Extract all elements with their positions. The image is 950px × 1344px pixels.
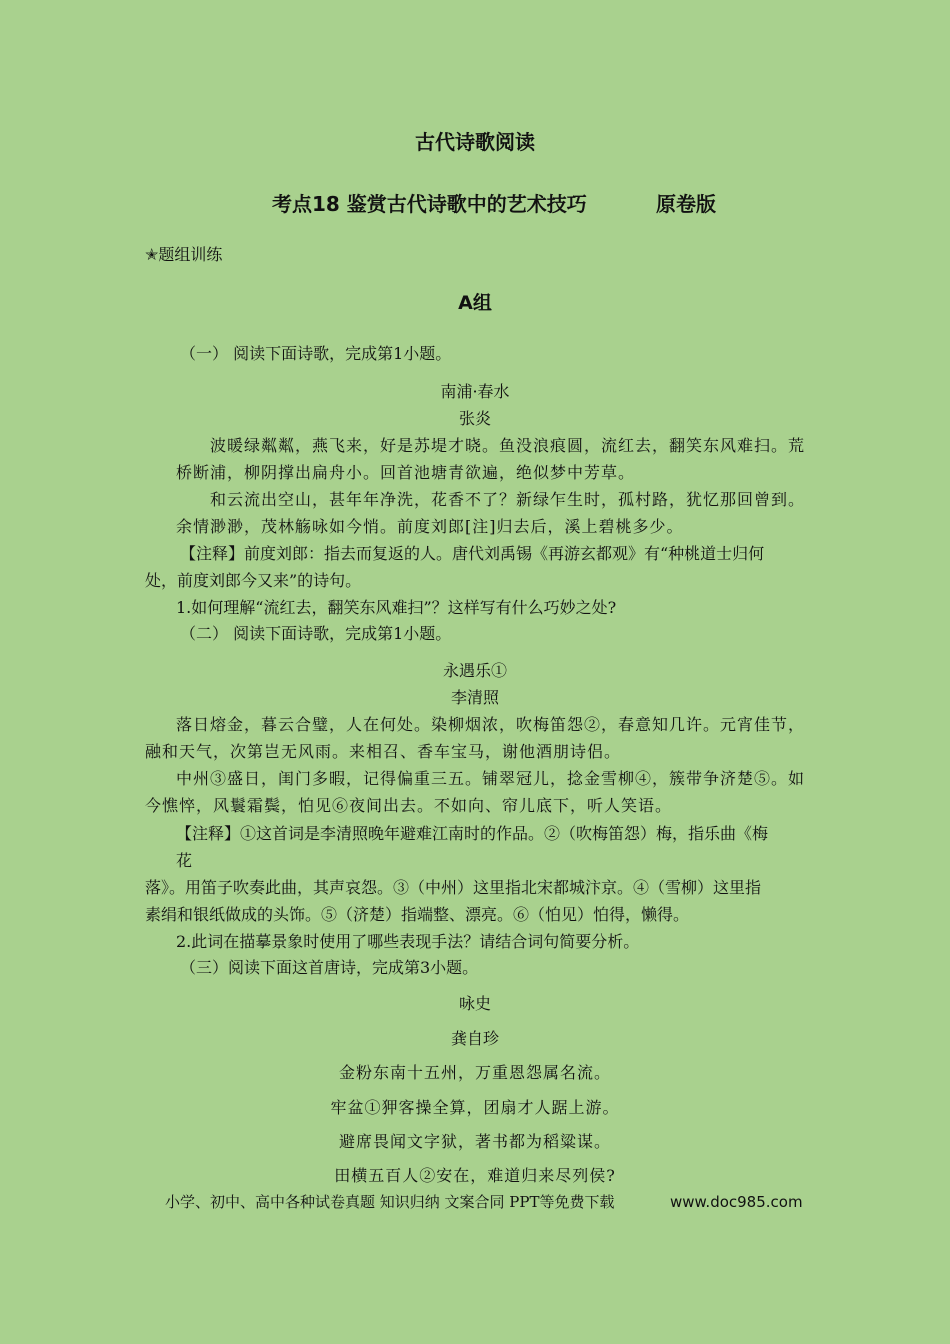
poem-line: 落日熔金，暮云合璧，人在何处。染柳烟浓，吹梅笛怨②，春意知几许。元宵佳节，: [176, 715, 806, 734]
section1-instruction: （一） 阅读下面诗歌，完成第1小题。: [180, 344, 452, 363]
page-title: 古代诗歌阅读: [415, 130, 535, 154]
section2-author: 李清照: [450, 688, 499, 707]
section3-instruction: （三）阅读下面这首唐诗，完成第3小题。: [180, 958, 479, 977]
poem-line: 波暖绿粼粼，燕飞来，好是苏堤才晓。鱼没浪痕圆，流红去，翻笑东风难扫。荒: [210, 436, 806, 455]
edition-label: 原卷版: [656, 192, 716, 216]
section1-question: 1.如何理解“流红去，翻笑东风难扫”？这样写有什么巧妙之处?: [176, 598, 617, 617]
poem-line: 余情渺渺，茂林觞咏如今悄。前度刘郎[注]归去后，溪上碧桃多少。: [176, 517, 684, 536]
section2-note: 落》。用笛子吹奏此曲，其声哀怨。③（中州）这里指北宋都城汴京。④（雪柳）这里指: [145, 878, 762, 897]
section3-author: 龚自珍: [450, 1029, 499, 1048]
footer-text: 小学、初中、高中各种试卷真题 知识归纳 文案合同 PPT等免费下载: [165, 1193, 615, 1211]
section1-poem-title: 南浦·春水: [440, 382, 510, 401]
poem-line: 桥断浦，柳阴撑出扁舟小。回首池塘青欲遍，绝似梦中芳草。: [176, 463, 636, 482]
section2-question: 2.此词在描摹景象时使用了哪些表现手法？请结合词句简要分析。: [176, 932, 640, 951]
footer-url[interactable]: www.doc985.com: [670, 1193, 803, 1211]
page-subtitle: 考点18 鉴赏古代诗歌中的艺术技巧: [272, 192, 587, 216]
poem-line: 避席畏闻文字狱，著书都为稻粱谋。: [338, 1132, 611, 1151]
poem-line: 今憔悴，风鬟霜鬓，怕见⑥夜间出去。不如向、帘儿底下，听人笑语。: [145, 796, 673, 815]
section3-poem-title: 咏史: [458, 994, 491, 1013]
section2-poem-title: 永遇乐①: [442, 661, 507, 680]
practice-label: ✭题组训练: [145, 245, 223, 264]
section1-author: 张炎: [458, 409, 491, 428]
section2-note: 花: [176, 851, 193, 870]
section1-note: 【注释】前度刘郎：指去而复返的人。唐代刘禹锡《再游玄都观》有“种桃道士归何: [180, 544, 765, 563]
poem-line: 田横五百人②安在，难道归来尽列侯?: [334, 1166, 616, 1185]
poem-line: 融和天气，次第岂无风雨。来相召、香车宝马，谢他酒朋诗侣。: [145, 742, 622, 761]
section1-note: 处，前度刘郎今又来”的诗句。: [145, 571, 362, 590]
section2-note: 素绢和银纸做成的头饰。⑤（济楚）指端整、漂亮。⑥（怕见）怕得，懒得。: [145, 905, 690, 924]
poem-line: 和云流出空山，甚年年净洗，花香不了？新绿乍生时，孤村路，犹忆那回曾到。: [210, 490, 806, 509]
section2-note: 【注释】①这首词是李清照晚年避难江南时的作品。②（吹梅笛怨）梅，指乐曲《梅: [176, 824, 769, 843]
poem-line: 牢盆①狎客操全算，团扇才人踞上游。: [330, 1098, 620, 1117]
poem-line: 中州③盛日，闺门多暇，记得偏重三五。铺翠冠儿，捻金雪柳④，簇带争济楚⑤。如: [176, 769, 806, 788]
poem-line: 金粉东南十五州，万重恩怨属名流。: [338, 1063, 611, 1082]
group-label: A组: [458, 292, 492, 314]
section2-instruction: （二） 阅读下面诗歌，完成第1小题。: [180, 624, 452, 643]
